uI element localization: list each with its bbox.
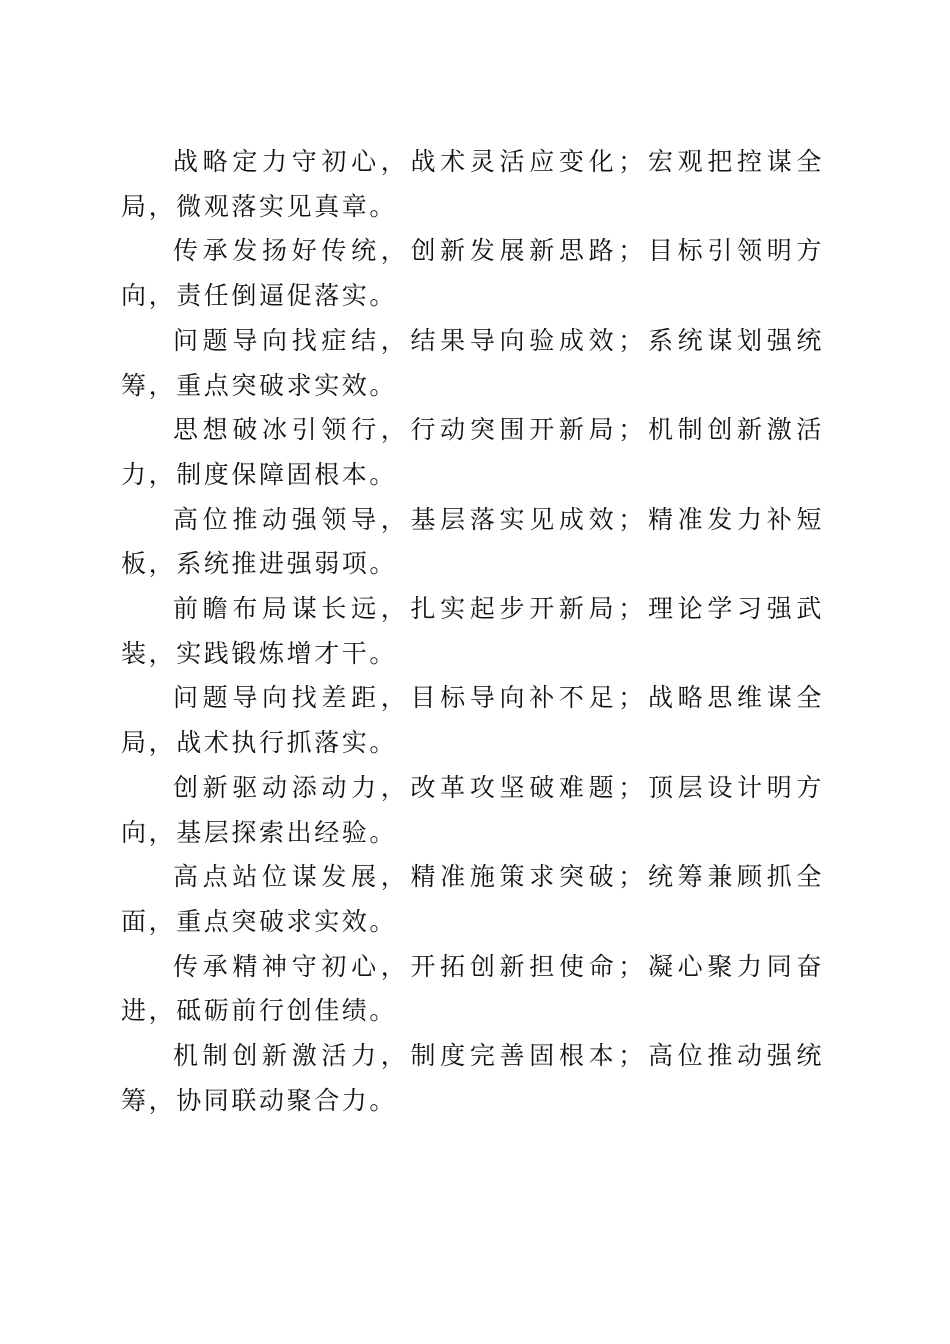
paragraph: 传承发扬好传统，创新发展新思路；目标引领明方向，责任倒逼促落实。 — [121, 236, 824, 311]
paragraph: 前瞻布局谋长远，扎实起步开新局；理论学习强武装，实践锻炼增才干。 — [121, 594, 824, 668]
paragraph: 传承精神守初心，开拓创新担使命；凝心聚力同奋进，砥砺前行创佳绩。 — [121, 951, 824, 1026]
paragraph: 思想破冰引领行，行动突围开新局；机制创新激活力，制度保障固根本。 — [121, 415, 824, 489]
paragraph: 创新驱动添动力，改革攻坚破难题；顶层设计明方向，基层探索出经验。 — [121, 772, 824, 847]
document-body — [121, 140, 824, 1123]
paragraph: 高点站位谋发展，精准施策求突破；统筹兼顾抓全面，重点突破求实效。 — [121, 862, 824, 936]
paragraph: 问题导向找症结，结果导向验成效；系统谋划强统筹，重点突破求实效。 — [121, 325, 824, 400]
paragraph: 机制创新激活力，制度完善固根本；高位推动强统筹，协同联动聚合力。 — [121, 1041, 824, 1115]
paragraph: 问题导向找差距，目标导向补不足；战略思维谋全局，战术执行抓落实。 — [121, 683, 824, 758]
paragraph: 战略定力守初心，战术灵活应变化；宏观把控谋全局，微观落实见真章。 — [121, 147, 824, 221]
paragraph: 高位推动强领导，基层落实见成效；精准发力补短板，系统推进强弱项。 — [121, 504, 824, 579]
